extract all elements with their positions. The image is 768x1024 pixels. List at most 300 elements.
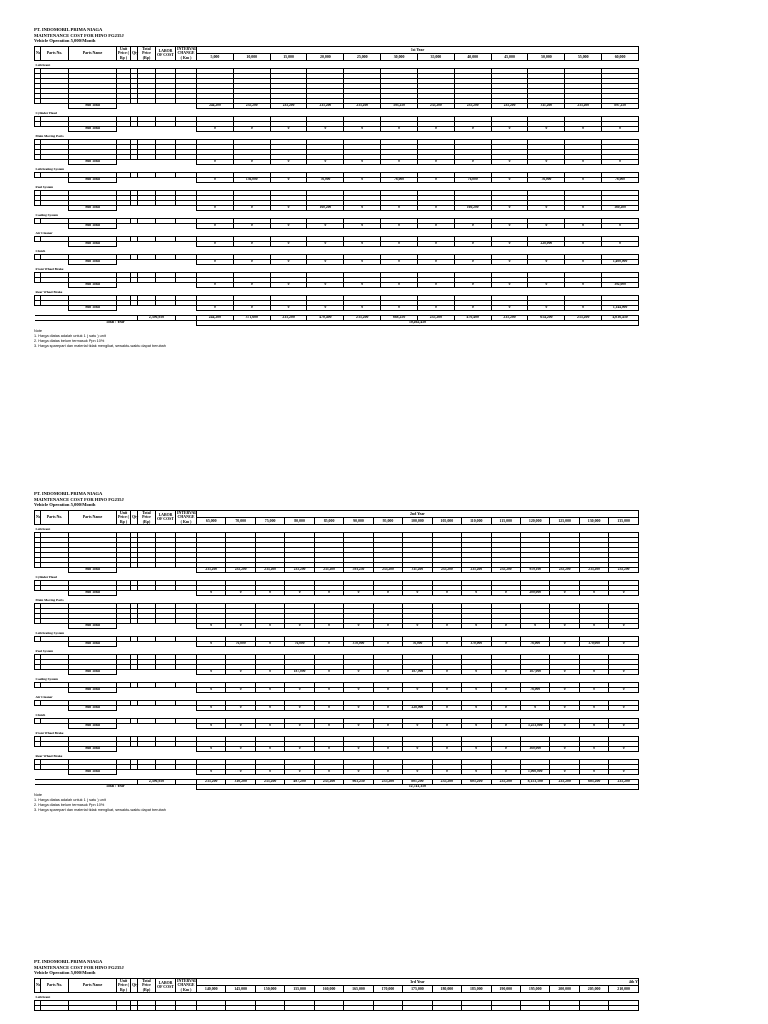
- km-interval: 205,000: [579, 985, 608, 992]
- interval-total: 235,200: [255, 780, 284, 785]
- section-title: Fuel System: [35, 649, 54, 654]
- sub-total-value: 0: [462, 770, 491, 775]
- sub-total-value: 0: [528, 224, 565, 229]
- sub-total-value: 0: [233, 260, 270, 265]
- table-row: [35, 1006, 639, 1011]
- sub-total-value: 0: [197, 724, 226, 729]
- km-interval: 165,000: [344, 985, 373, 992]
- sub-total-value: 0: [233, 206, 270, 211]
- sub-total-value: 0: [197, 224, 234, 229]
- sub-total-value: 235,200: [233, 104, 270, 109]
- sub-total-value: 0: [314, 591, 343, 596]
- sub-total-value: 0: [344, 224, 381, 229]
- sub-total-value: 0: [491, 260, 528, 265]
- interval-total: 605,200: [462, 780, 491, 785]
- sub-total-value: 0: [520, 624, 549, 629]
- sub-total-value: 0: [462, 688, 491, 693]
- sub-total-value: 187,000: [403, 670, 432, 675]
- sub-total-value: 0: [255, 724, 284, 729]
- sub-total-value: 235,200: [462, 568, 491, 573]
- km-interval: 70,000: [226, 517, 255, 524]
- col-header-parts-name: Parts Name: [69, 510, 117, 524]
- section-title: Air Cleaner: [35, 231, 53, 236]
- table-cell: [226, 1006, 255, 1011]
- sub-total-value: 0: [550, 642, 579, 647]
- sub-total-value: 897,250: [602, 104, 639, 109]
- sub-total-label: Sub Total: [69, 624, 117, 629]
- table-cell: [117, 1006, 131, 1011]
- sub-total-value: 235,200: [373, 568, 402, 573]
- sub-total-value: 0: [565, 306, 602, 311]
- notes: [34, 793, 639, 813]
- sub-total-value: 0: [462, 747, 491, 752]
- sub-total-value: 0: [255, 706, 284, 711]
- cost-table: [34, 46, 639, 326]
- sub-total-value: 76,000: [528, 178, 565, 183]
- report-title: MAINTENANCE COST FOR HINO FG235J: [34, 496, 124, 502]
- sub-total-value: 0: [462, 670, 491, 675]
- sub-total-value: 0: [197, 591, 226, 596]
- km-interval: 25,000: [344, 53, 381, 60]
- sub-total-value: 0: [609, 591, 639, 596]
- sub-total-value: 0: [381, 306, 418, 311]
- table-cell: [314, 1006, 343, 1011]
- sub-total-value: 0: [454, 260, 491, 265]
- km-interval: 130,000: [579, 517, 608, 524]
- sub-total-label: Sub Total: [69, 206, 117, 211]
- interval-total: 244,200: [197, 316, 234, 321]
- sub-total-value: 0: [602, 242, 639, 247]
- table-cell: [156, 1006, 176, 1011]
- sub-total-value: 0: [491, 770, 520, 775]
- km-interval: 145,000: [226, 985, 255, 992]
- sub-total-label: Sub Total: [69, 224, 117, 229]
- sub-total-value: 228,000: [528, 242, 565, 247]
- sub-total-value: 0: [344, 283, 381, 288]
- km-interval: 55,000: [565, 53, 602, 60]
- sub-total-value: 0: [307, 260, 344, 265]
- report-title: MAINTENANCE COST FOR HINO FG235J: [34, 964, 124, 970]
- table-cell: [197, 1006, 226, 1011]
- sub-total-value: 0: [373, 706, 402, 711]
- sub-total-value: 0: [285, 706, 314, 711]
- sub-total-value: 76,000: [520, 688, 549, 693]
- sub-total-value: 0: [432, 624, 461, 629]
- sub-total-value: 0: [491, 688, 520, 693]
- report-title: MAINTENANCE COST FOR HINO FG235J: [34, 32, 124, 38]
- km-interval: 185,000: [462, 985, 491, 992]
- sub-total-value: 0: [528, 206, 565, 211]
- sub-total-value: 0: [344, 242, 381, 247]
- sub-total-value: 0: [307, 283, 344, 288]
- km-interval: 180,000: [432, 985, 461, 992]
- sub-total-value: 0: [285, 724, 314, 729]
- grand-total-price: 2,396,950: [138, 316, 176, 321]
- sub-total-value: 0: [314, 706, 343, 711]
- sub-total-value: 0: [285, 770, 314, 775]
- sub-total-value: 235,200: [579, 568, 608, 573]
- section-title: Lubricant: [35, 527, 51, 532]
- sub-total-label: Sub Total: [69, 568, 117, 573]
- sub-total-value: 0: [579, 724, 608, 729]
- sub-total-value: 0: [454, 306, 491, 311]
- col-header-unit-price: Unit Price ( Rp ): [118, 978, 129, 992]
- km-interval: 155,000: [285, 985, 314, 992]
- table-cell: [131, 1006, 138, 1011]
- sub-total-value: 0: [373, 642, 402, 647]
- sub-total-value: 0: [550, 688, 579, 693]
- sub-total-value: 0: [344, 747, 373, 752]
- sub-total-value: 0: [344, 178, 381, 183]
- km-interval: 140,000: [197, 985, 226, 992]
- sub-total-label: Sub Total: [69, 688, 117, 693]
- km-interval: 90,000: [344, 517, 373, 524]
- interval-total: 310,200: [226, 780, 255, 785]
- section-title: Rear Wheel Brake: [35, 290, 63, 295]
- km-interval: 105,000: [432, 517, 461, 524]
- section-title: Cooling System: [35, 677, 59, 682]
- sub-total-value: 0: [528, 306, 565, 311]
- sub-total-value: 0: [609, 770, 639, 775]
- sub-total-value: 0: [197, 260, 234, 265]
- col-header-no: No: [35, 46, 41, 60]
- year-header: 1st Year: [197, 46, 639, 53]
- sub-total-value: 0: [314, 747, 343, 752]
- sub-total-value: 0: [197, 770, 226, 775]
- section-title: Rear Wheel Brake: [35, 754, 63, 759]
- sub-total-label: Sub Total: [69, 747, 117, 752]
- sub-total-value: 0: [609, 688, 639, 693]
- sub-total-value: 0: [197, 688, 226, 693]
- km-interval: 150,000: [255, 985, 284, 992]
- sub-total-value: 0: [403, 724, 432, 729]
- sub-total-value: 0: [417, 283, 454, 288]
- sub-total-value: 187,000: [520, 670, 549, 675]
- km-interval: 125,000: [550, 517, 579, 524]
- total-year-label: Total / Year: [35, 321, 197, 326]
- km-interval: 65,000: [197, 517, 226, 524]
- sub-total-value: 0: [344, 306, 381, 311]
- sub-total-value: 0: [609, 642, 639, 647]
- km-interval: 85,000: [314, 517, 343, 524]
- sub-total-value: 0: [403, 591, 432, 596]
- col-header-labor-cost: LABOR OF COST: [156, 510, 176, 524]
- sub-total-value: 0: [344, 724, 373, 729]
- maintenance-sheet-year-3: [34, 959, 639, 1011]
- sub-total-value: 0: [344, 770, 373, 775]
- sub-total-value: 235,200: [550, 568, 579, 573]
- company-name: PT. INDOMOBIL PRIMA NIAGA: [34, 959, 103, 964]
- col-header-parts-name: Parts Name: [69, 46, 117, 60]
- sub-total-value: 0: [491, 706, 520, 711]
- sub-total-value: 0: [432, 770, 461, 775]
- sub-total-value: 0: [579, 688, 608, 693]
- notes: [34, 329, 639, 349]
- sub-total-value: 0: [550, 591, 579, 596]
- col-header-qty: Qty: [131, 46, 138, 60]
- sub-total-value: 0: [307, 127, 344, 132]
- interval-total: 235,200: [417, 316, 454, 321]
- sub-total-value: 0: [381, 242, 418, 247]
- km-interval: 160,000: [314, 985, 343, 992]
- sub-total-value: 0: [403, 624, 432, 629]
- sub-total-value: 919,100: [520, 568, 549, 573]
- year-label-next: 4th Y: [628, 979, 638, 984]
- sub-total-value: 0: [373, 747, 402, 752]
- sub-total-label: Sub Total: [69, 160, 117, 165]
- km-interval: 195,000: [520, 985, 549, 992]
- sub-total-label: Sub Total: [69, 591, 117, 596]
- table-cell: [403, 1006, 432, 1011]
- sub-total-value: 1,400,000: [602, 260, 639, 265]
- sub-total-label: Sub Total: [69, 178, 117, 183]
- sub-total-label: Sub Total: [69, 724, 117, 729]
- note-line: 3. Harga sparepart dan material tidak mengikat, sewaktu-waktu dapat berubah: [34, 807, 166, 812]
- km-interval: 135,000: [609, 517, 639, 524]
- table-cell: [550, 1006, 579, 1011]
- sub-total-value: 0: [462, 591, 491, 596]
- sub-total-value: 0: [417, 178, 454, 183]
- sub-total-value: 0: [550, 706, 579, 711]
- sub-total-value: 0: [432, 724, 461, 729]
- sub-total-value: 0: [381, 224, 418, 229]
- sub-total-value: 360,000: [520, 747, 549, 752]
- sub-total-value: 0: [307, 224, 344, 229]
- sub-total-value: 0: [491, 206, 528, 211]
- sub-total-value: 370,000: [344, 642, 373, 647]
- sub-total-value: 76,000: [403, 642, 432, 647]
- sub-total-value: 0: [226, 624, 255, 629]
- sub-total-value: 235,200: [565, 104, 602, 109]
- section-title: Clutch: [35, 713, 46, 718]
- sub-total-value: 0: [550, 724, 579, 729]
- sub-total-value: 0: [432, 642, 461, 647]
- sub-total-value: 160,200: [307, 206, 344, 211]
- sub-total-value: 235,200: [197, 568, 226, 573]
- sub-total-value: 187,000: [285, 670, 314, 675]
- sub-total-value: 0: [381, 283, 418, 288]
- table-cell: [69, 1006, 117, 1011]
- sub-total-value: 0: [197, 642, 226, 647]
- sub-total-value: 0: [528, 127, 565, 132]
- sub-total-value: 0: [344, 624, 373, 629]
- sub-total-value: 0: [454, 127, 491, 132]
- table-cell: [520, 1006, 549, 1011]
- sub-total-value: 0: [344, 127, 381, 132]
- interval-total: 497,200: [285, 780, 314, 785]
- col-header-labor-cost: LABOR OF COST: [156, 46, 176, 60]
- sub-total-value: 0: [454, 283, 491, 288]
- sub-total-value: 0: [226, 706, 255, 711]
- sub-total-value: 0: [579, 770, 608, 775]
- sub-total-value: 0: [602, 224, 639, 229]
- sub-total-value: 0: [255, 591, 284, 596]
- sub-total-value: 0: [226, 670, 255, 675]
- sub-total-value: 0: [314, 688, 343, 693]
- col-header-total-price: Total Price (Rp): [138, 510, 156, 524]
- table-cell: [41, 1006, 69, 1011]
- sub-total-value: 0: [307, 242, 344, 247]
- section-title: Lubricant: [35, 995, 51, 1000]
- interval-total: 235,200: [344, 316, 381, 321]
- sub-total-value: 0: [270, 242, 307, 247]
- interval-total: 470,400: [454, 316, 491, 321]
- col-header-labor-cost: LABOR OF COST: [156, 978, 176, 992]
- interval-total: 963,250: [344, 780, 373, 785]
- section-title: Clutch: [35, 249, 46, 254]
- km-interval: 5,000: [197, 53, 234, 60]
- sub-total-value: 0: [520, 706, 549, 711]
- vehicle-operation: Vehicle Operation 5,000/Month: [34, 970, 96, 976]
- table-cell: [176, 1006, 197, 1011]
- sub-total-value: 0: [417, 306, 454, 311]
- sub-total-value: 0: [270, 160, 307, 165]
- sub-total-value: 235,200: [432, 568, 461, 573]
- sub-total-value: 0: [403, 747, 432, 752]
- sub-total-value: 0: [373, 591, 402, 596]
- sub-total-value: 0: [609, 624, 639, 629]
- sub-total-value: 0: [579, 670, 608, 675]
- table-cell: [255, 1006, 284, 1011]
- sub-total-label: Sub Total: [69, 306, 117, 311]
- sub-total-value: 0: [270, 178, 307, 183]
- sub-total-value: 0: [270, 306, 307, 311]
- sub-total-value: 311,200: [403, 568, 432, 573]
- sub-total-value: 0: [491, 624, 520, 629]
- interval-total: 801,200: [403, 780, 432, 785]
- sub-total-value: 0: [602, 127, 639, 132]
- sub-total-value: 0: [233, 127, 270, 132]
- col-header-total-price: Total Price (Rp): [138, 46, 156, 60]
- col-header-unit-price: Unit Price ( Rp ): [118, 510, 129, 524]
- section-title: Lubricant: [35, 63, 51, 68]
- col-header-no: No: [35, 510, 41, 524]
- km-interval: 170,000: [373, 985, 402, 992]
- sub-total-label: Sub Total: [69, 642, 117, 647]
- km-interval: 100,000: [403, 517, 432, 524]
- sub-total-value: 0: [462, 706, 491, 711]
- sub-total-value: 235,200: [491, 568, 520, 573]
- section-title: Fuel System: [35, 185, 54, 190]
- sub-total-label: Sub Total: [69, 104, 117, 109]
- sub-total-value: 0: [403, 688, 432, 693]
- sub-total-value: 0: [270, 127, 307, 132]
- section-title: Front Wheel Brake: [35, 267, 64, 272]
- sub-total-value: 0: [373, 724, 402, 729]
- note-line: 2. Harga diatas belum termasuk Ppn 10%: [34, 338, 105, 343]
- km-interval: 15,000: [270, 53, 307, 60]
- sub-total-value: 0: [226, 770, 255, 775]
- sub-total-value: 0: [255, 624, 284, 629]
- sub-total-value: 235,200: [417, 104, 454, 109]
- sub-total-value: 392,000: [602, 283, 639, 288]
- sub-total-value: 0: [491, 724, 520, 729]
- sub-total-value: 0: [314, 670, 343, 675]
- sub-total-value: 0: [609, 747, 639, 752]
- sub-total-value: 0: [226, 688, 255, 693]
- sub-total-value: 0: [226, 724, 255, 729]
- sub-total-value: 0: [270, 206, 307, 211]
- sub-total-value: 0: [579, 747, 608, 752]
- company-name: PT. INDOMOBIL PRIMA NIAGA: [34, 491, 103, 496]
- sub-total-label: Sub Total: [69, 260, 117, 265]
- sub-total-value: 0: [314, 770, 343, 775]
- sub-total-value: 0: [373, 688, 402, 693]
- sub-total-value: 0: [381, 160, 418, 165]
- sub-total-value: 0: [417, 206, 454, 211]
- sub-total-value: 0: [233, 160, 270, 165]
- sub-total-value: 0: [344, 706, 373, 711]
- sub-total-value: 0: [381, 127, 418, 132]
- km-interval: 30,000: [381, 53, 418, 60]
- sub-total-value: 0: [528, 160, 565, 165]
- sub-total-value: 0: [528, 283, 565, 288]
- sub-total-value: 0: [491, 160, 528, 165]
- km-interval: 95,000: [373, 517, 402, 524]
- year-total-row: [35, 321, 639, 326]
- note-line: 1. Harga diatas adalah untuk 1 ( satu ) unit: [34, 797, 106, 802]
- sub-total-value: 370,000: [462, 642, 491, 647]
- sub-total-value: 0: [255, 688, 284, 693]
- sub-total-value: 0: [550, 670, 579, 675]
- section-title: Front Wheel Brake: [35, 731, 64, 736]
- km-interval: 40,000: [454, 53, 491, 60]
- sub-total-value: 0: [579, 624, 608, 629]
- sub-total-value: 0: [417, 242, 454, 247]
- sub-total-value: 0: [528, 260, 565, 265]
- col-header-interval-change: INTERVAL CHANGE ( Km ): [177, 46, 197, 60]
- sub-total-value: 0: [255, 642, 284, 647]
- sub-total-value: 0: [255, 747, 284, 752]
- sub-total-value: 0: [550, 770, 579, 775]
- km-interval: 75,000: [255, 517, 284, 524]
- grand-total-price: 2,396,950: [138, 780, 176, 785]
- table-cell: [432, 1006, 461, 1011]
- col-header-qty: Qty: [131, 978, 138, 992]
- cost-table: [34, 978, 639, 1011]
- sub-total-value: 0: [197, 127, 234, 132]
- col-header-unit-price: Unit Price ( Rp ): [118, 46, 129, 60]
- section-title: Main Moving Parts: [35, 598, 64, 603]
- interval-total: 605,200: [579, 780, 608, 785]
- section-title: Lubricating System: [35, 167, 65, 172]
- col-header-qty: Qty: [131, 510, 138, 524]
- sub-total-value: 0: [197, 160, 234, 165]
- interval-total: 614,200: [528, 316, 565, 321]
- interval-total: 235,200: [432, 780, 461, 785]
- km-interval: 190,000: [491, 985, 520, 992]
- sub-total-value: 0: [285, 624, 314, 629]
- sub-total-value: 0: [491, 591, 520, 596]
- sub-total-value: 0: [226, 747, 255, 752]
- col-header-parts-no: Parts No.: [41, 510, 69, 524]
- sub-total-value: 0: [270, 224, 307, 229]
- sub-total-value: 0: [270, 260, 307, 265]
- year-total-row: [35, 785, 639, 790]
- sub-total-label: Sub Total: [69, 770, 117, 775]
- year-header: [197, 978, 639, 985]
- sub-total-value: 0: [491, 127, 528, 132]
- total-year-label: Total / Year: [35, 785, 197, 790]
- section-title: Cooling System: [35, 213, 59, 218]
- sub-total-value: 76,000: [602, 178, 639, 183]
- sub-total-value: 0: [432, 688, 461, 693]
- table-cell: [609, 1006, 639, 1011]
- sub-total-value: 160,200: [602, 206, 639, 211]
- sub-total-value: 0: [314, 724, 343, 729]
- sub-total-value: 76,000: [454, 178, 491, 183]
- interval-total: 4,036,450: [602, 316, 639, 321]
